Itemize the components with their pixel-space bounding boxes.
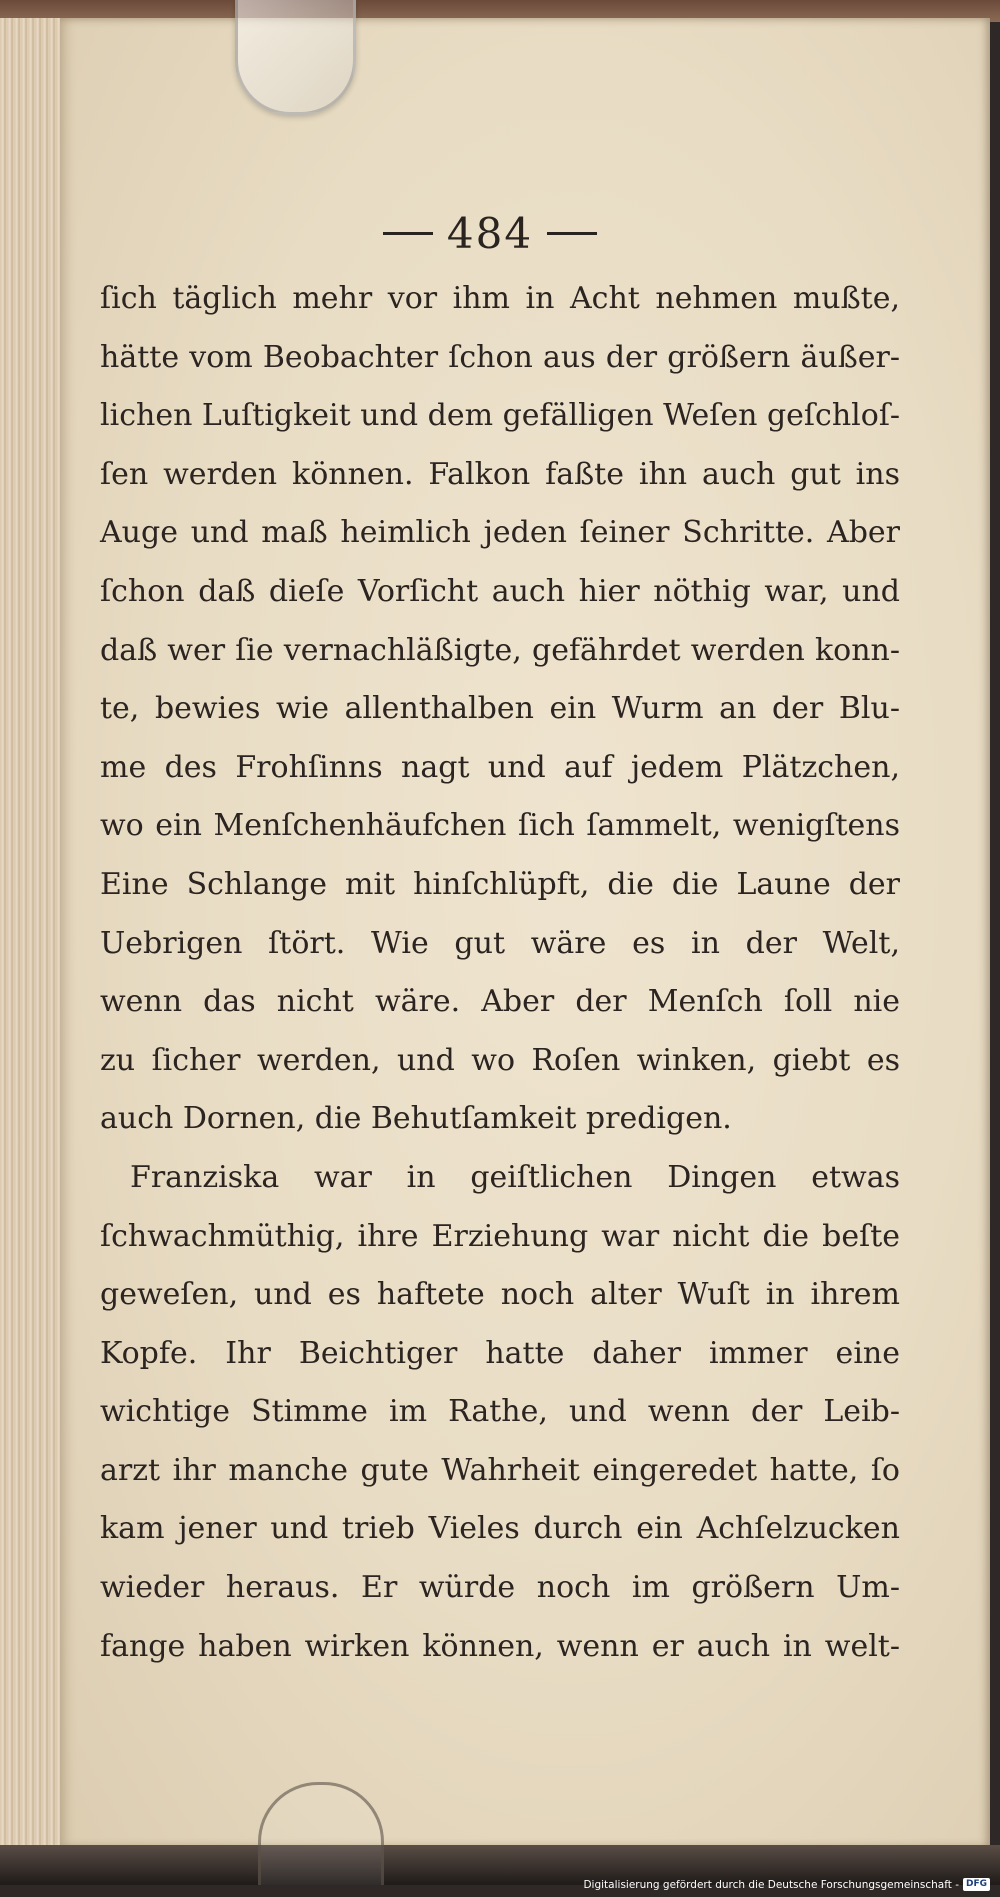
- header-dash-right: [547, 232, 597, 235]
- dfg-logo: DFG: [963, 1878, 990, 1891]
- text-line: ſich täglich mehr vor ihm in Acht nehmen mußte,: [100, 281, 900, 316]
- text-line: wieder heraus. Er würde noch im größern Um-: [100, 1570, 900, 1606]
- text-line: daß wer ſie vernachläßigte, gefährdet werden konn-: [100, 632, 900, 668]
- text-line: wenn das nicht wäre. Aber der Menſch ſoll nie: [100, 984, 900, 1020]
- text-line: geweſen, und es haftete noch alter Wuſt in ihrem: [100, 1277, 900, 1313]
- page-number: 484: [446, 208, 534, 258]
- text-line: arzt ihr manche gute Wahrheit eingeredet hatte, ſo: [100, 1452, 900, 1488]
- text-line: auch Dornen, die Behutſamkeit predigen.: [100, 1101, 732, 1137]
- page-number-header: [340, 205, 640, 261]
- page-body-text: [100, 270, 900, 1676]
- text-line: Eine Schlange mit hinſchlüpft, die die Laune der: [100, 866, 900, 902]
- text-line: Auge und maß heimlich jeden ſeiner Schritte. Aber: [100, 515, 900, 551]
- text-line: zu ſicher werden, und wo Roſen winken, giebt es: [100, 1042, 900, 1078]
- header-dash-left: [383, 232, 433, 235]
- text-line: Uebrigen ſtört. Wie gut wäre es in der Welt,: [100, 925, 900, 961]
- text-line: hätte vom Beobachter ſchon aus der größern äußer-: [100, 339, 900, 375]
- text-line: ſchwachmüthig, ihre Erziehung war nicht die beſte: [100, 1218, 900, 1254]
- text-line: ſchon daß dieſe Vorſicht auch hier nöthig war, und: [100, 573, 900, 609]
- text-line: kam jener und trieb Vieles durch ein Achſelzucken: [100, 1511, 900, 1547]
- text-line: me des Frohſinns nagt und auf jedem Plätzchen,: [100, 749, 900, 785]
- text-line: te, bewies wie allenthalben ein Wurm an der Blu-: [100, 691, 900, 727]
- glass-clip-bottom: [258, 1782, 384, 1885]
- glass-clip-top: [235, 0, 356, 115]
- text-line: wo ein Menſchenhäufchen ſich ſammelt, wenigſtens: [100, 808, 900, 844]
- digitization-credit: [583, 1878, 990, 1891]
- text-line: lichen Luſtigkeit und dem gefälligen Weſen geſchloſ-: [100, 398, 901, 434]
- text-line: ſen werden können. Falkon faßte ihn auch gut ins: [100, 456, 900, 492]
- text-line: wichtige Stimme im Rathe, und wenn der Leib-: [100, 1394, 900, 1430]
- text-line: Kopfe. Ihr Beichtiger hatte daher immer eine: [100, 1335, 900, 1371]
- credit-text: Digitalisierung gefördert durch die Deutsche Forschungsgemeinschaft -: [583, 1878, 959, 1891]
- text-line: Franziska war in geiſtlichen Dingen etwas: [130, 1159, 900, 1195]
- text-line: fange haben wirken können, wenn er auch in welt-: [100, 1628, 900, 1664]
